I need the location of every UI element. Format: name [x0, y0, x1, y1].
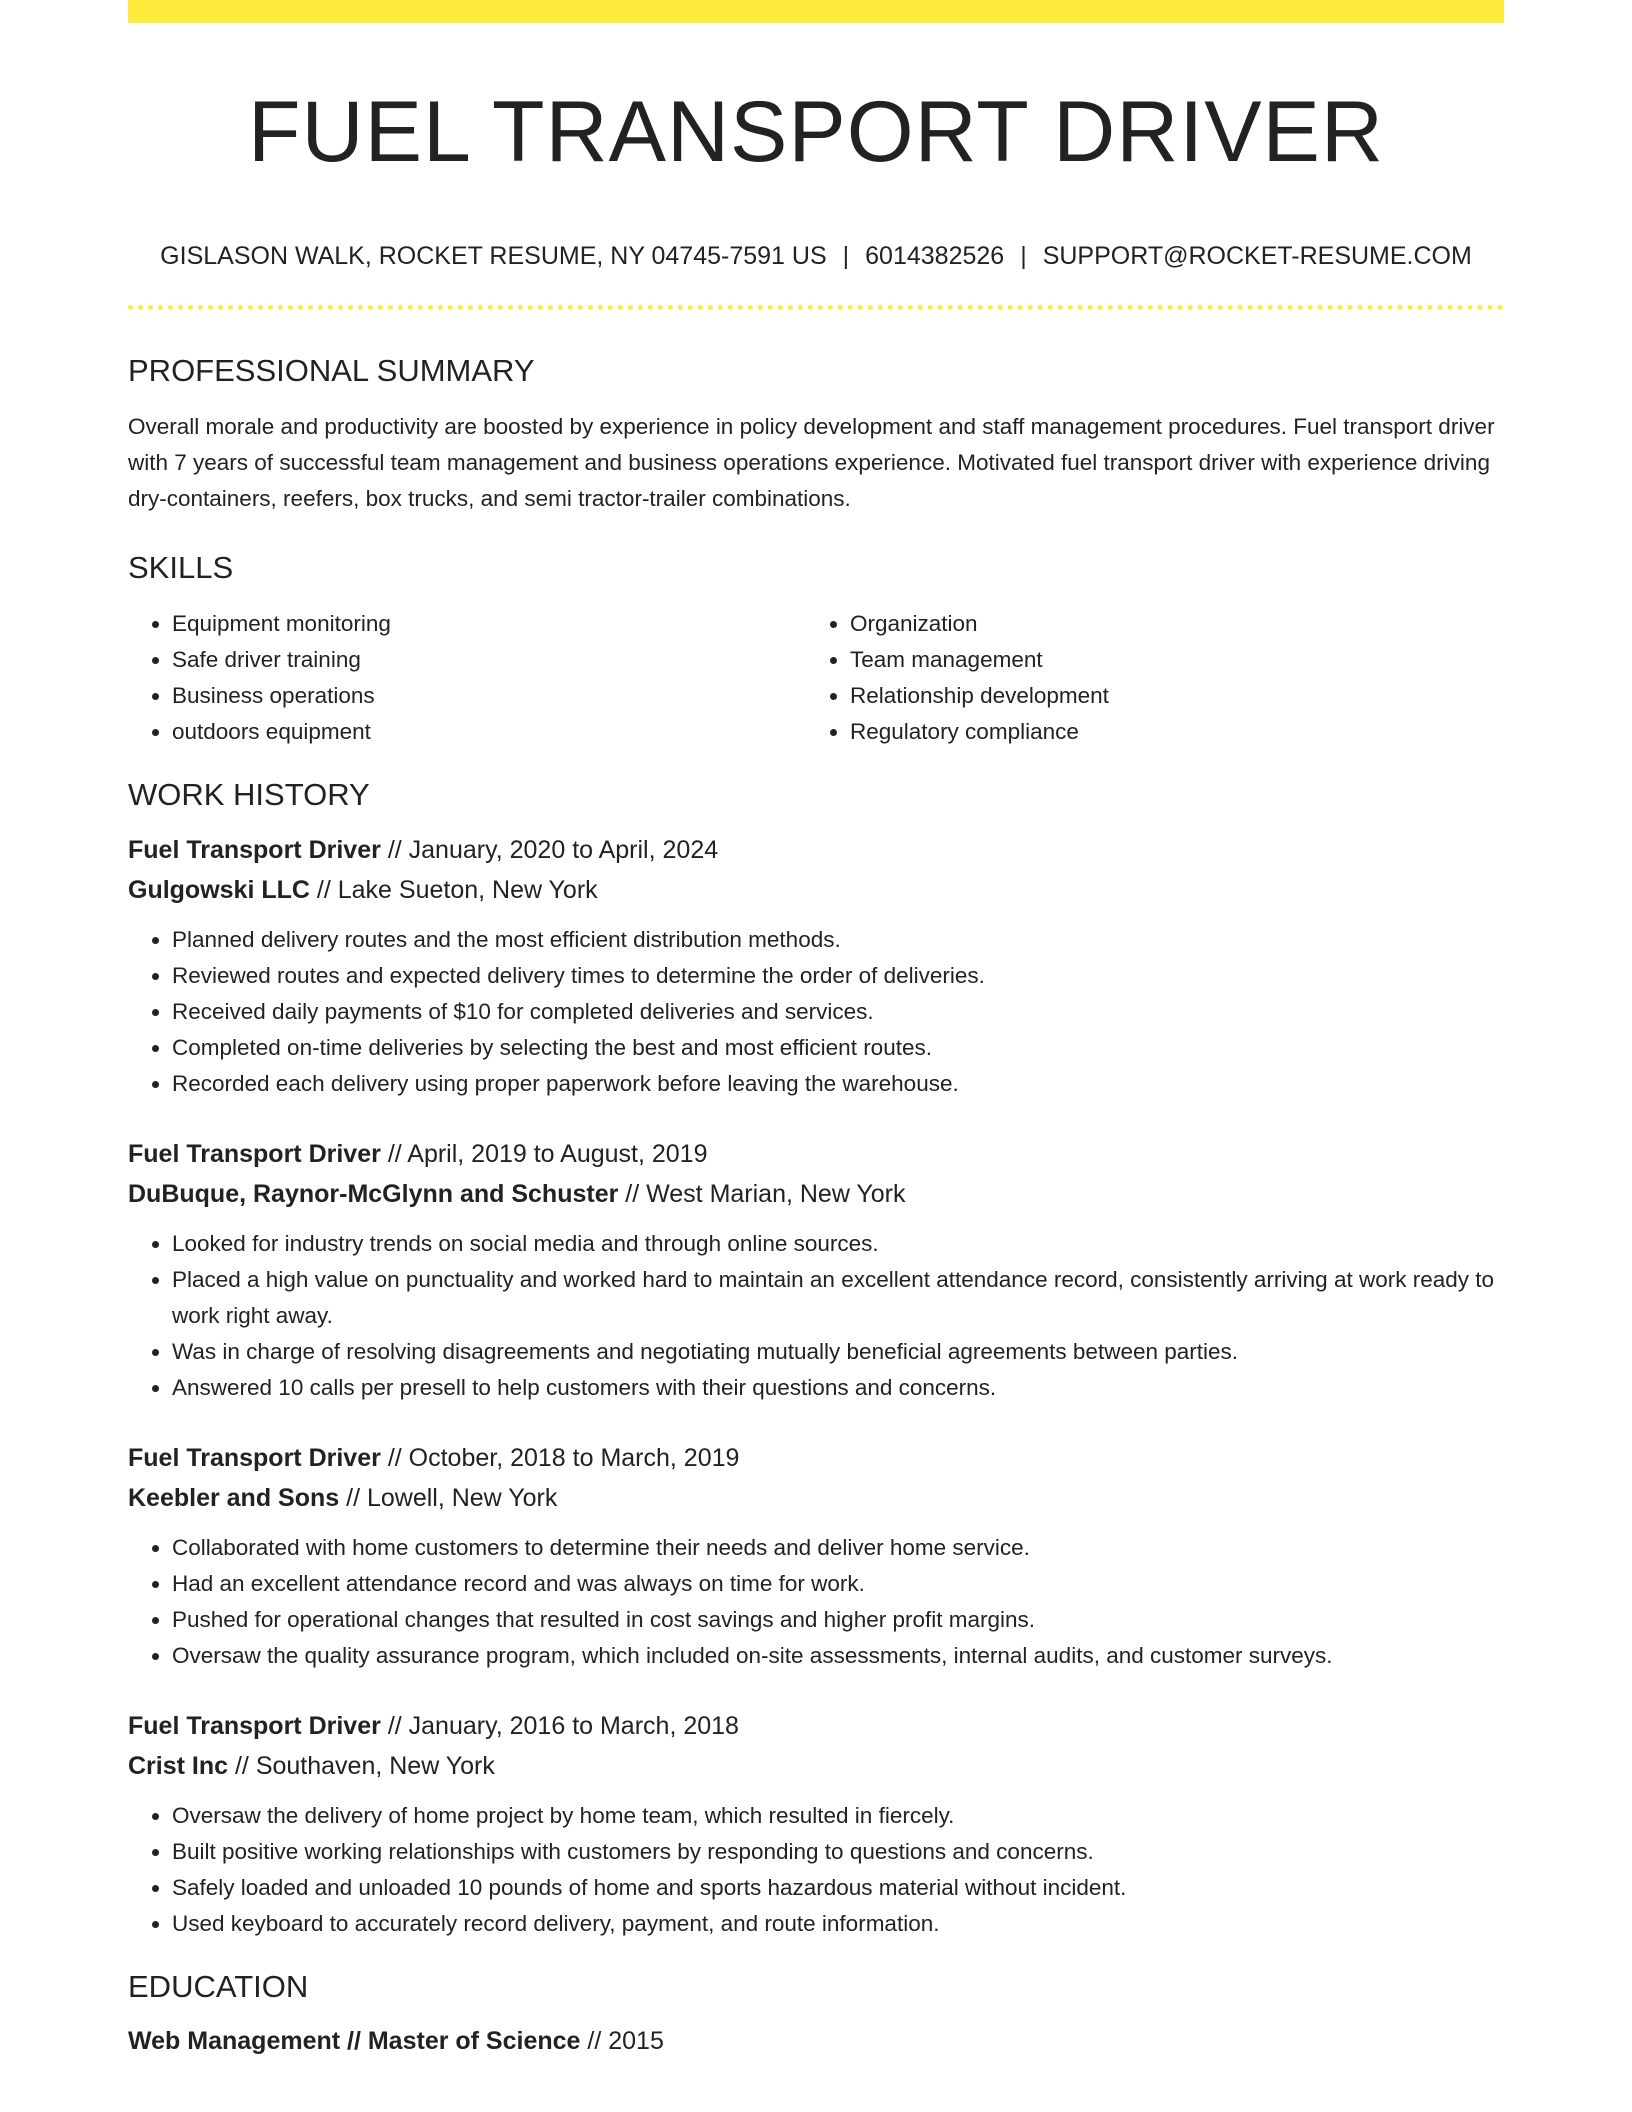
job-dates: // January, 2020 to April, 2024	[387, 835, 719, 864]
job-title: Fuel Transport Driver	[128, 1443, 381, 1472]
education-degree: Web Management // Master of Science	[128, 2026, 581, 2055]
job-location: // Southaven, New York	[234, 1751, 495, 1780]
job-company-line	[128, 1746, 1504, 1786]
job-bullet: • Answered 10 calls per presell to help customers with their questions and concerns.	[172, 1370, 1504, 1406]
job-bullet: • Pushed for operational changes that resulted in cost savings and higher profit margins.	[172, 1602, 1504, 1638]
job-bullets	[128, 1530, 1504, 1674]
job-bullet: • Built positive working relationships with customers by responding to questions and concerns.	[172, 1834, 1504, 1870]
job-bullet: • Recorded each delivery using proper paperwork before leaving the warehouse.	[172, 1066, 1504, 1102]
job-bullet: • Oversaw the delivery of home project by home team, which resulted in fiercely.	[172, 1798, 1504, 1834]
job-entry	[128, 830, 1504, 1102]
job-bullet: • Safely loaded and unloaded 10 pounds of home and sports hazardous material without incident.	[172, 1870, 1504, 1906]
job-title: Fuel Transport Driver	[128, 835, 381, 864]
skills-heading: SKILLS	[128, 550, 234, 586]
job-company: DuBuque, Raynor-McGlynn and Schuster	[128, 1179, 619, 1208]
job-location: // Lowell, New York	[346, 1483, 558, 1512]
job-title-line	[128, 830, 1504, 870]
contact-address: GISLASON WALK, ROCKET RESUME, NY 04745-7591 US	[160, 242, 827, 270]
job-bullet: • Looked for industry trends on social media and through online sources.	[172, 1226, 1504, 1262]
job-title-line	[128, 1706, 1504, 1746]
skills-list-left	[128, 606, 806, 750]
page-title: FUEL TRANSPORT DRIVER	[247, 84, 1385, 180]
skill-item: • Organization	[850, 606, 1484, 642]
job-company-line	[128, 1174, 1504, 1214]
job-bullet: • Completed on-time deliveries by selecting the best and most efficient routes.	[172, 1030, 1504, 1066]
job-dates: // April, 2019 to August, 2019	[387, 1139, 708, 1168]
job-title-line	[128, 1134, 1504, 1174]
job-company-line	[128, 1478, 1504, 1518]
skills-columns	[128, 606, 1504, 750]
job-bullets	[128, 1226, 1504, 1406]
summary-heading: PROFESSIONAL SUMMARY	[128, 353, 535, 388]
job-bullet: • Planned delivery routes and the most efficient distribution methods.	[172, 922, 1504, 958]
skill-item: • Regulatory compliance	[850, 714, 1484, 750]
job-bullet: • Used keyboard to accurately record delivery, payment, and route information.	[172, 1906, 1504, 1942]
education-heading: EDUCATION	[128, 1968, 309, 2004]
job-bullet: • Placed a high value on punctuality and worked hard to maintain an excellent attendance record, consistently arriving at work ready to work right away.	[172, 1262, 1504, 1334]
contact-email[interactable]: SUPPORT@ROCKET-RESUME.COM	[1042, 242, 1472, 270]
education-entry	[128, 2021, 1504, 2061]
job-title: Fuel Transport Driver	[128, 1139, 381, 1168]
job-bullet: • Was in charge of resolving disagreements and negotiating mutually beneficial agreements between parties.	[172, 1334, 1504, 1370]
job-entry	[128, 1706, 1504, 1942]
summary-text: Overall morale and productivity are boosted by experience in policy development and staff management procedures. Fuel transport driver with 7 years of successful team management and business operations experience. Motivated fuel transport driver with experience driving dry-containers, reefers, box trucks, and semi tractor-trailer combinations.	[128, 414, 1495, 512]
job-company: Crist Inc	[128, 1751, 229, 1780]
contact-separator: |	[842, 242, 850, 270]
skill-item: • Equipment monitoring	[172, 606, 806, 642]
work-history-heading: WORK HISTORY	[128, 777, 370, 813]
job-company: Keebler and Sons	[128, 1483, 340, 1512]
job-bullet: • Had an excellent attendance record and was always on time for work.	[172, 1566, 1504, 1602]
job-dates: // January, 2016 to March, 2018	[387, 1711, 739, 1740]
job-location: // Lake Sueton, New York	[316, 875, 598, 904]
job-location: // West Marian, New York	[625, 1179, 906, 1208]
skill-item: • outdoors equipment	[172, 714, 806, 750]
job-bullets	[128, 922, 1504, 1102]
job-bullets	[128, 1798, 1504, 1942]
contact-separator: |	[1020, 242, 1027, 270]
job-entry	[128, 1134, 1504, 1406]
skills-list-right	[806, 606, 1484, 750]
job-title-line	[128, 1438, 1504, 1478]
dotted-divider	[128, 305, 1504, 310]
skill-item: • Team management	[850, 642, 1484, 678]
job-dates: // October, 2018 to March, 2019	[387, 1443, 740, 1472]
education-year: // 2015	[587, 2026, 664, 2055]
accent-top-bar	[128, 0, 1504, 23]
job-bullet: • Received daily payments of $10 for completed deliveries and services.	[172, 994, 1504, 1030]
skill-item: • Safe driver training	[172, 642, 806, 678]
contact-phone: 6014382526	[865, 242, 1005, 270]
resume-content	[128, 0, 1504, 2061]
skill-item: • Relationship development	[850, 678, 1484, 714]
job-bullet: • Reviewed routes and expected delivery times to determine the order of deliveries.	[172, 958, 1504, 994]
job-bullet: • Oversaw the quality assurance program, which included on-site assessments, internal audits, and customer surveys.	[172, 1638, 1504, 1674]
job-company-line	[128, 870, 1504, 910]
job-company: Gulgowski LLC	[128, 875, 310, 904]
job-bullet: • Collaborated with home customers to determine their needs and deliver home service.	[172, 1530, 1504, 1566]
job-entry	[128, 1438, 1504, 1674]
job-title: Fuel Transport Driver	[128, 1711, 381, 1740]
contact-line	[128, 241, 1504, 271]
skill-item: • Business operations	[172, 678, 806, 714]
